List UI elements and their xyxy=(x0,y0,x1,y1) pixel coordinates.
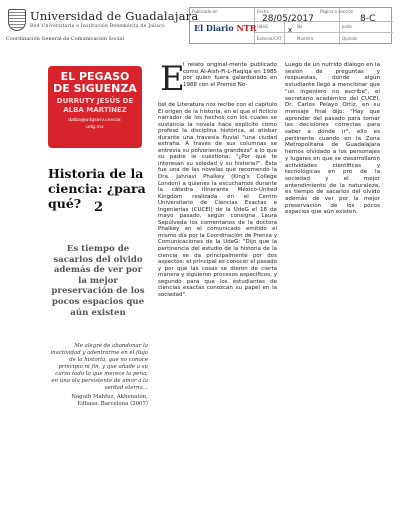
opinion-label: Opinión xyxy=(342,36,358,41)
udeg-label: UdeG xyxy=(257,24,269,29)
justo-label: Justo xyxy=(342,24,352,29)
no-label: No xyxy=(297,24,303,29)
newspaper-name: El Diario NTR xyxy=(194,23,257,33)
column-banner xyxy=(48,66,142,148)
body-column-2: bel de Literatura nos recibe con el capítulo El origen de la historia, en el que el ficticio narrador de los hechos con los cuales se sustancia la novela hace explícito como profesó la disciplina histórica, al atisbar durante una travesía fluvial "una ciudad extraña. A través de sus columnas se entrevía su polvorienta grandeza" a lo que su padre le cuestiona: "¿Por qué te interesan su soledad y su historia?". Ésta fue una de las novelas que recomendó la Dra. Jahnavi Phalkey (King's College London) a quienes la escuchamos durante la cátedra itinerante México-United Kingdom realizada en el Centro Universitario de Ciencias Exactas e Ingenierías (CUCEI) de la UdeG el 18 de mayo pasado, según consigna Laura Sepúlveda los comentarios de la doctora Phalkey en el comunicado emitido el mismo día por la Coordinación de Prensa y Comunicaciones de la UdeG: "Dijo que la pertinencia del estudio de la historia de la ciencia se da principalmente por dos aspectos: el principal es conocer el pasado y por qué las cosas se dieron de cierta manera y siguieron procesos específicos, y segundo para que los estudiantes de ciencias exactas conozcan su papel en la sociedad". xyxy=(158,102,277,298)
university-crest-icon xyxy=(8,9,26,31)
publicado-en-label: Publicado en xyxy=(192,9,218,14)
muestra-label: Muestra xyxy=(297,36,314,41)
coordination-name: Coordinación General de Comunicación Social xyxy=(6,36,124,42)
body-column-2-top: l relato original-mente publicado como Al-Aish-Fi-L-Haqiqa en 1985 por quien fuera galardonado en 1988 con el Premio No- xyxy=(183,62,277,88)
article-lead: Es tiempo de sacarlos del olvido además de ver por la mejor preservación de los pocos espacios que aún existen xyxy=(51,244,145,318)
author-email: dalba@udgserv.cencar. xyxy=(68,118,122,123)
body-column-3: Luego de un nutrido diálogo en la sesión de preguntas y respuestas, donde algún estudiante llegó a mencionar que "un ingeniero no escribe", el secretario académico del CUCEI, Dr. Carlos Pelayo Ortiz, en su mensaje final dijo: "Hay que aprender del pasado para tomar las decisiones correctas para saber a dónde ir", ello es pertinente cuando en la Zona Metropolitana de Guadalajara hemos olvidado a los personajes y lugares en que se desarrollaron actividades científicas y tecnológicas en pro de la sociedad y el mejor entendimiento de la naturaleza, es tiempo de sacarlos del olvido además de ver por la mejor preservación de los pocos espacios que aún existen. xyxy=(285,62,380,216)
author-name-line1: DURRUTY JESÚS DE xyxy=(56,97,134,105)
pagina-label: Página o sección xyxy=(320,9,354,14)
author-email-domain: udg.mx xyxy=(86,125,104,130)
column-name-line2: DE SIGUENZA xyxy=(53,82,137,95)
drop-cap: E xyxy=(160,59,185,99)
column-name-line1: EL PEGASO xyxy=(60,70,130,83)
fecha-label: Fecha xyxy=(257,9,269,14)
article-part-number: 2 xyxy=(94,200,104,215)
externa-label: Externa/CAT xyxy=(257,36,282,41)
udeg-check-mark: x xyxy=(288,26,293,34)
author-name-line2: ALBA MARTÍNEZ xyxy=(63,106,127,114)
university-subtitle: Red Universitaria e Institución Benemérita de Jalisco xyxy=(30,24,165,29)
publication-metadata-table xyxy=(189,7,392,44)
page-header xyxy=(0,0,400,50)
page-number: 8-C xyxy=(360,14,376,24)
epigraph-source: Naguib Mahfuz, Akhenatón, Edhasa, Barcelona (2007) xyxy=(71,394,148,407)
article-title: Historia de la ciencia: ¿para qué? xyxy=(48,166,146,211)
epigraph-quote: Me alegré de abandonar la inactividad y adentrarme en el flujo de la historia, que no conoce principio ni fin, y que añade a su curso todo lo que merece la pena, en una ola persistente de amor a la verdad eterna... xyxy=(50,343,148,391)
university-name: Universidad de Guadalajara xyxy=(30,9,199,23)
publication-date: 28/05/2017 xyxy=(262,14,314,24)
